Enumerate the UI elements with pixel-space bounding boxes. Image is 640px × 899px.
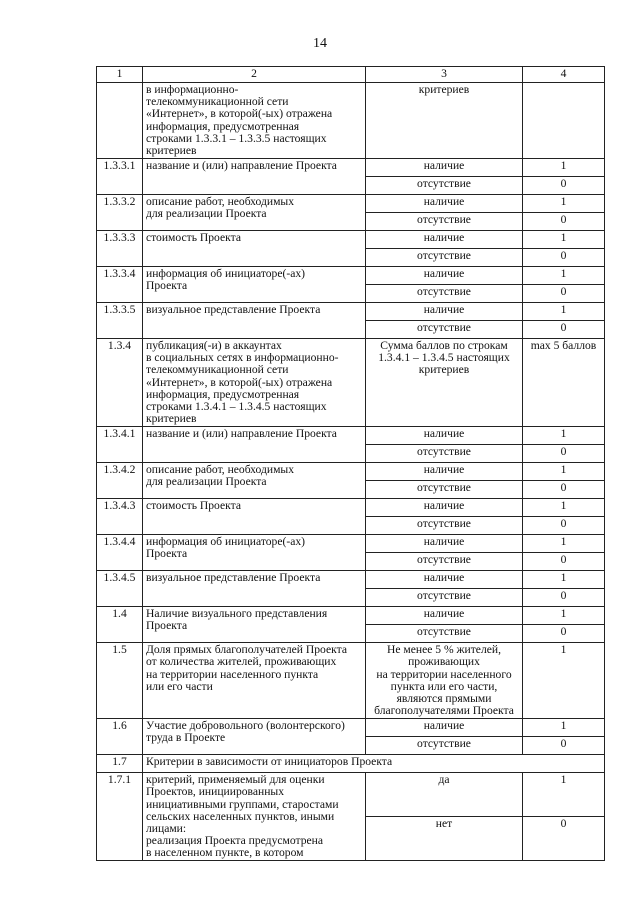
row-description: стоимость Проекта [143,231,366,267]
table-row [97,267,605,285]
option-value: отсутствие [366,321,523,339]
option-points: 1 [523,719,605,737]
row-number: 1.3.3.5 [97,303,143,339]
row-description: публикация(-и) в аккаунтах в социальных сетях в информационно- телекоммуникационной сети «Интернет», в которой(-ых) отражена информация, предусмотренная строками 1.3.4.1 – 1.3.4.5 настоящих критериев [143,339,366,427]
option-value: наличие [366,499,523,517]
option-points: 1 [523,499,605,517]
row-description: в информационно- телекоммуникационной сети «Интернет», в которой(-ых) отражена информация, предусмотренная строками 1.3.3.1 – 1.3.3.5 настоящих критериев [143,83,366,159]
option-points: 0 [523,213,605,231]
option-value: отсутствие [366,625,523,643]
option-value: наличие [366,267,523,285]
option-points: 0 [523,625,605,643]
row-number: 1.3.4.3 [97,499,143,535]
option-value: наличие [366,719,523,737]
row-number: 1.3.3.4 [97,267,143,303]
option-value: отсутствие [366,589,523,607]
row-description: Участие добровольного (волонтерского) труда в Проекте [143,719,366,755]
row-points: 1 [523,643,605,719]
option-points: 0 [523,553,605,571]
table-row [97,773,605,817]
option-points: 1 [523,463,605,481]
row-value: Сумма баллов по строкам 1.3.4.1 – 1.3.4.5 настоящих критериев [366,339,523,427]
option-points: 0 [523,249,605,267]
table-row [97,463,605,481]
option-value: отсутствие [366,481,523,499]
row-description: Наличие визуального представления Проекта [143,607,366,643]
option-points: 0 [523,321,605,339]
row-number: 1.4 [97,607,143,643]
row-value: Не менее 5 % жителей, проживающих на территории населенного пункта или его части, являются прямыми благополучателями Проекта [366,643,523,719]
option-points: 1 [523,267,605,285]
header-cell: 2 [143,67,366,83]
table-row [97,755,605,773]
row-description: название и (или) направление Проекта [143,159,366,195]
option-points: 0 [523,285,605,303]
row-description: информация об инициаторе(-ах) Проекта [143,535,366,571]
table-row [97,231,605,249]
option-value: отсутствие [366,285,523,303]
row-number: 1.3.4 [97,339,143,427]
row-description: описание работ, необходимых для реализации Проекта [143,463,366,499]
row-description: стоимость Проекта [143,499,366,535]
option-value: отсутствие [366,517,523,535]
option-value: наличие [366,427,523,445]
header-row [97,67,605,83]
option-value: отсутствие [366,553,523,571]
row-description: визуальное представление Проекта [143,571,366,607]
row-number: 1.3.4.1 [97,427,143,463]
row-number: 1.7.1 [97,773,143,861]
option-value: наличие [366,571,523,589]
row-description: информация об инициаторе(-ах) Проекта [143,267,366,303]
table-row [97,159,605,177]
option-points: 0 [523,817,605,861]
option-points: 1 [523,773,605,817]
option-points: 0 [523,481,605,499]
option-points: 1 [523,159,605,177]
row-description: описание работ, необходимых для реализации Проекта [143,195,366,231]
table-row [97,83,605,159]
header-cell: 4 [523,67,605,83]
table-row [97,643,605,719]
option-value: отсутствие [366,249,523,267]
option-value: отсутствие [366,213,523,231]
option-value: наличие [366,303,523,321]
row-description: критерий, применяемый для оценки Проектов, инициированных инициативными группами, старостами сельских населенных пунктов, иными лицами: реализация Проекта предусмотрена в населенном пункте, в котором [143,773,366,861]
row-points: max 5 баллов [523,339,605,427]
option-points: 0 [523,737,605,755]
row-number: 1.7 [97,755,143,773]
table-row [97,195,605,213]
option-points: 0 [523,445,605,463]
row-number: 1.3.3.2 [97,195,143,231]
option-value: наличие [366,231,523,249]
option-points: 0 [523,589,605,607]
option-points: 1 [523,195,605,213]
header-cell: 1 [97,67,143,83]
table-row [97,607,605,625]
row-description: Критерии в зависимости от инициаторов Проекта [143,755,605,773]
option-points: 1 [523,231,605,249]
table-row [97,535,605,553]
row-number: 1.3.3.1 [97,159,143,195]
row-number: 1.3.3.3 [97,231,143,267]
row-points [523,83,605,159]
criteria-table [96,66,605,861]
option-value: наличие [366,159,523,177]
option-value: отсутствие [366,445,523,463]
table-row [97,499,605,517]
option-points: 0 [523,517,605,535]
option-value: наличие [366,463,523,481]
row-number: 1.3.4.4 [97,535,143,571]
option-value: нет [366,817,523,861]
option-points: 0 [523,177,605,195]
option-value: наличие [366,535,523,553]
table-row [97,571,605,589]
option-points: 1 [523,571,605,589]
table-row [97,339,605,427]
row-number: 1.6 [97,719,143,755]
option-value: отсутствие [366,177,523,195]
header-cell: 3 [366,67,523,83]
row-number: 1.3.4.2 [97,463,143,499]
page-number: 14 [313,36,327,51]
option-value: отсутствие [366,737,523,755]
option-value: наличие [366,195,523,213]
option-points: 1 [523,535,605,553]
row-description: название и (или) направление Проекта [143,427,366,463]
row-number [97,83,143,159]
option-points: 1 [523,427,605,445]
row-number: 1.3.4.5 [97,571,143,607]
option-value: наличие [366,607,523,625]
row-number: 1.5 [97,643,143,719]
row-description: визуальное представление Проекта [143,303,366,339]
row-value: критериев [366,83,523,159]
row-description: Доля прямых благополучателей Проекта от количества жителей, проживающих на территории населенного пункта или его части [143,643,366,719]
option-value: да [366,773,523,817]
option-points: 1 [523,303,605,321]
table-row [97,303,605,321]
option-points: 1 [523,607,605,625]
table-row [97,427,605,445]
table-row [97,719,605,737]
